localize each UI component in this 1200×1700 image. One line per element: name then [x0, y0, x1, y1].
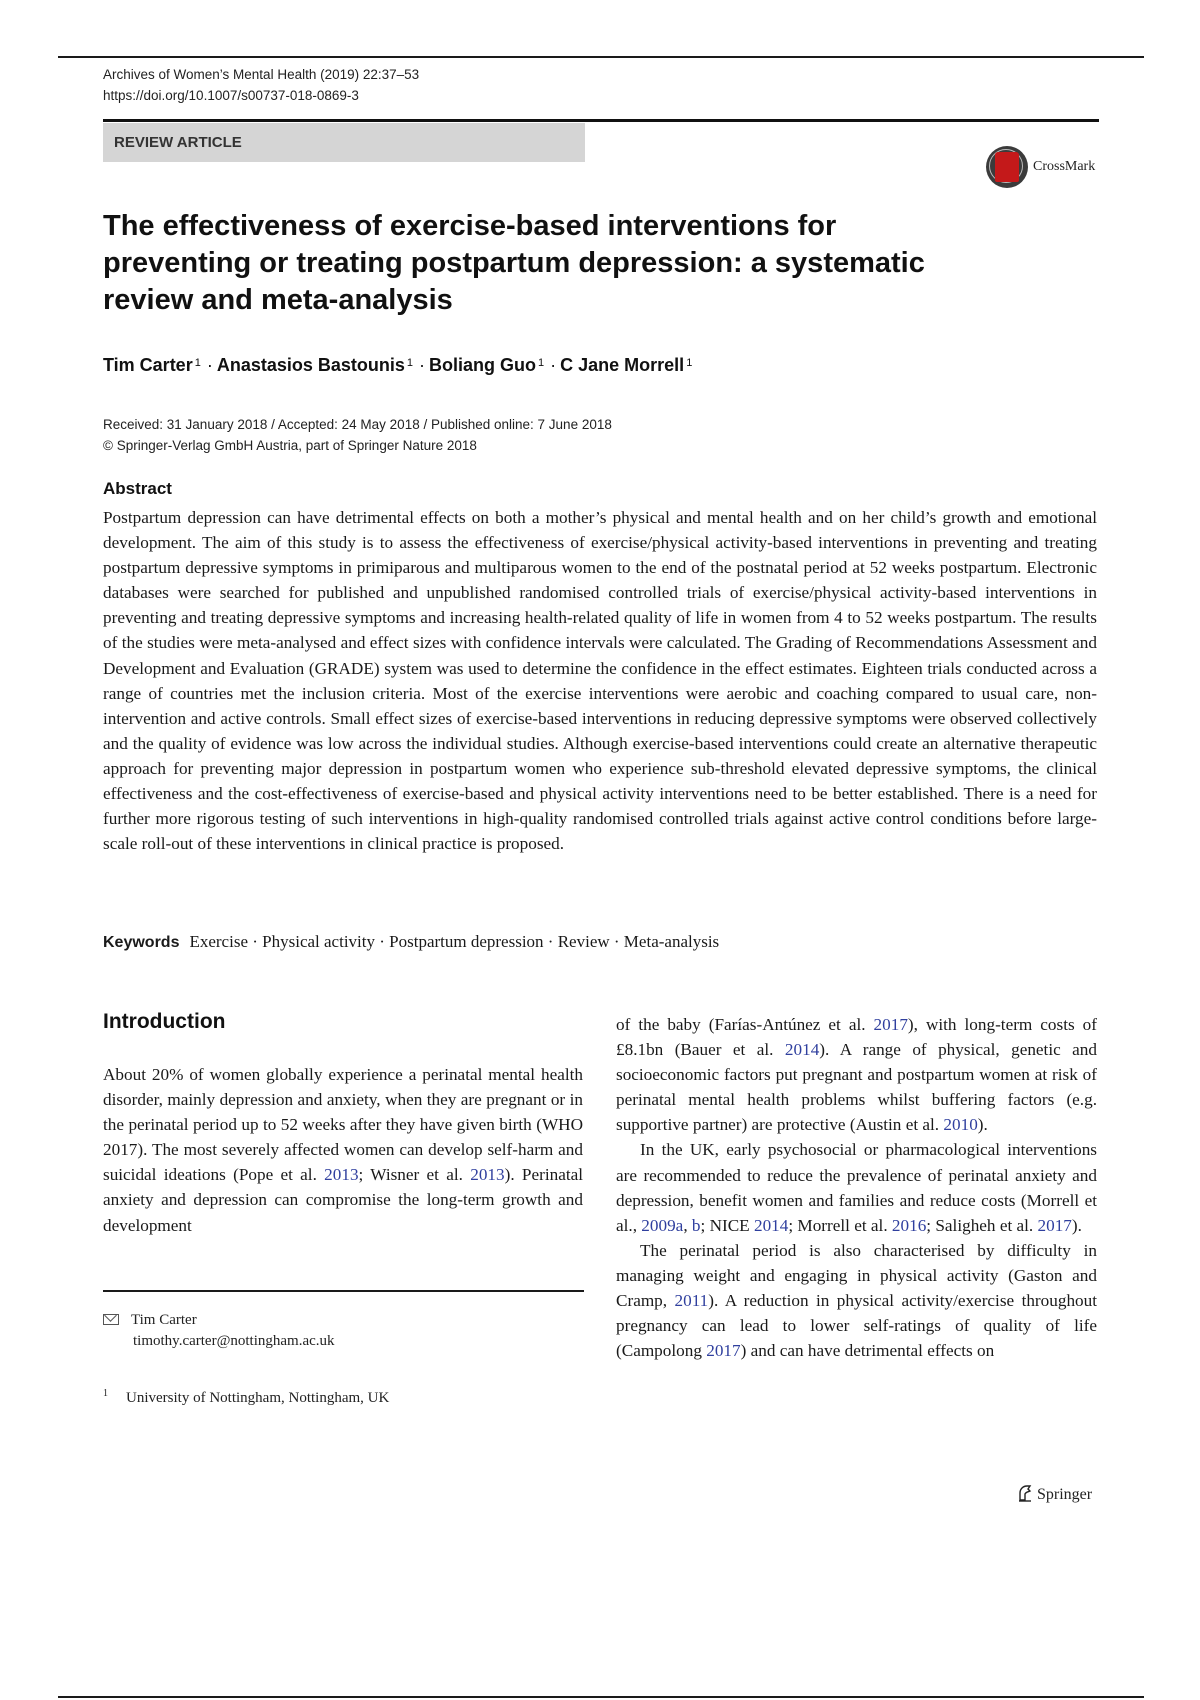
citation-link[interactable]: 2014	[753, 1215, 789, 1235]
citation-link[interactable]: b	[691, 1215, 701, 1235]
bottom-rule	[58, 1696, 1144, 1698]
crossmark-icon	[986, 146, 1028, 188]
history-dates: Received: 31 January 2018 / Accepted: 24 May 2018 / Published online: 7 June 2018	[103, 417, 612, 432]
citation-link[interactable]: 2016	[891, 1215, 927, 1235]
envelope-icon	[103, 1314, 119, 1325]
introduction-heading: Introduction	[103, 1010, 226, 1033]
citation-link[interactable]: 2017	[706, 1341, 741, 1361]
author-list	[103, 352, 694, 378]
abstract-heading: Abstract	[103, 479, 172, 498]
citation-link[interactable]: 2013	[324, 1165, 359, 1185]
publication-dates	[103, 414, 612, 456]
right-column	[616, 1012, 1097, 1363]
journal-citation: Archives of Women’s Mental Health (2019) 22:37–53	[103, 67, 420, 82]
abstract-text: Postpartum depression can have detrimental effects on both a mother’s physical and mental health and on her child’s growth and emotional development. The aim of this study is to assess the effectiveness of exercise/physical activity-based interventions in preventing and treating postpartum depressive symptoms in primiparous and multiparous women to the end of the postnatal period at 52 weeks postpartum. Electronic databases were searched for published and unpublished randomised controlled trials of exercise/physical activity-based interventions in preventing and treating depressive symptoms and increasing health-related quality of life in women from 4 to 52 weeks postpartum. The results of the studies were meta-analysed and effect sizes with confidence intervals were calculated. The Grading of Recommendations Assessment and Development and Evaluation (GRADE) system was used to determine the confidence in the effect estimates. Eighteen trials conducted across a range of countries met the inclusion criteria. Most of the exercise interventions were aerobic and coaching compared to usual care, non-intervention and active controls. Small effect sizes of exercise-based interventions in reducing depressive symptoms were observed collectively and the quality of evidence was low across the individual studies. Although exercise-based interventions could create an alternative therapeutic approach for preventing major depression in postpartum women who experience sub-threshold elevated depressive symptoms, the clinical effectiveness and the cost-effectiveness of exercise-based and physical activity interventions need to be better established. There is a need for further more rigorous testing of such interventions in high-quality randomised controlled trials against active control conditions before large-scale roll-out of these interventions in clinical practice is proposed.	[103, 508, 1097, 854]
doi-link[interactable]: https://doi.org/10.1007/s00737-018-0869-3	[103, 88, 359, 103]
author-name[interactable]: Anastasios Bastounis	[216, 355, 405, 375]
crossmark-badge[interactable]	[986, 146, 1186, 190]
author-name[interactable]: Tim Carter	[103, 355, 193, 375]
article-title: The effectiveness of exercise-based interventions for preventing or treating postpartum depression: a systematic review and meta-analysis	[103, 210, 925, 316]
author-affiliation-mark: 1	[194, 357, 201, 369]
author-separator: ·	[419, 355, 426, 375]
contact-email[interactable]: timothy.carter@nottingham.ac.uk	[133, 1333, 335, 1349]
intro-paragraph-1-continued: of the baby (Farías-Antúnez et al. 2017), with long-term costs of £8.1bn (Bauer et al. 2014). A range of physical, genetic and socioeconomic factors put pregnant and postpartum women at risk of perinatal mental health problems whilst buffering factors (e.g. supportive partner) are protective (Austin et al. 2010).	[616, 1015, 1097, 1135]
springer-horse-icon	[1017, 1484, 1033, 1502]
crossmark-label: CrossMark	[1033, 159, 1096, 174]
author-separator: ·	[206, 355, 213, 375]
publisher-name: Springer	[1037, 1486, 1093, 1503]
citation-link[interactable]: 2014	[784, 1040, 820, 1060]
copyright-line: © Springer-Verlag GmbH Austria, part of Springer Nature 2018	[103, 438, 477, 453]
header-rule	[103, 119, 1099, 122]
intro-paragraph-2: In the UK, early psychosocial or pharmacological interventions are recommended to reduce the prevalence of perinatal anxiety and depression, benefit women and families and reduce costs (Morrell et al., 2009a, b; NICE 2014; Morrell et al. 2016; Saligheh et al. 2017).	[616, 1140, 1097, 1235]
footnote-rule	[103, 1290, 584, 1292]
citation-link[interactable]: 2017	[873, 1015, 908, 1034]
author-name[interactable]: C Jane Morrell	[560, 355, 685, 375]
left-column	[103, 1062, 583, 1238]
author-affiliation-mark: 1	[686, 357, 693, 369]
citation-link[interactable]: 2011	[674, 1291, 709, 1311]
top-rule	[58, 56, 1144, 58]
author-name[interactable]: Boliang Guo	[429, 355, 537, 375]
corresponding-author	[103, 1310, 335, 1352]
author-affiliation-mark: 1	[538, 357, 545, 369]
intro-paragraph-3: The perinatal period is also characterised by difficulty in managing weight and engaging in physical activity (Gaston and Cramp, 2011). A reduction in physical activity/exercise throughout pregnancy can lead to lower self-ratings of quality of life (Campolong 2017) and can have detrimental effects on	[616, 1240, 1097, 1361]
citation-link[interactable]: 2013	[470, 1165, 505, 1185]
publisher-logo	[1017, 1484, 1092, 1504]
author-separator: ·	[550, 355, 557, 375]
affiliation-text: University of Nottingham, Nottingham, UK	[126, 1390, 390, 1406]
citation-link[interactable]: 2017	[1037, 1215, 1072, 1235]
keywords-label: Keywords	[103, 934, 180, 951]
keywords-list: Exercise · Physical activity · Postpartum depression · Review · Meta-analysis	[189, 932, 720, 951]
citation-link[interactable]: 2010	[943, 1115, 978, 1135]
intro-paragraph-1: About 20% of women globally experience a perinatal mental health disorder, mainly depression and anxiety, when they are pregnant or in the perinatal period up to 52 weeks after they have given birth (WHO 2017). The most severely affected women can develop self-harm and suicidal ideations (Pope et al. 2013; Wisner et al. 2013). Perinatal anxiety and depression can compromise the long-term growth and development	[103, 1065, 584, 1235]
author-affiliation-mark: 1	[406, 357, 414, 369]
keywords	[103, 932, 719, 952]
contact-name: Tim Carter	[131, 1312, 197, 1328]
affiliation-footnote	[103, 1388, 389, 1407]
affiliation-number: 1	[103, 1388, 108, 1399]
article-type-band: REVIEW ARTICLE	[103, 123, 585, 162]
journal-info	[103, 64, 419, 106]
citation-link[interactable]: 2009a	[641, 1215, 684, 1235]
